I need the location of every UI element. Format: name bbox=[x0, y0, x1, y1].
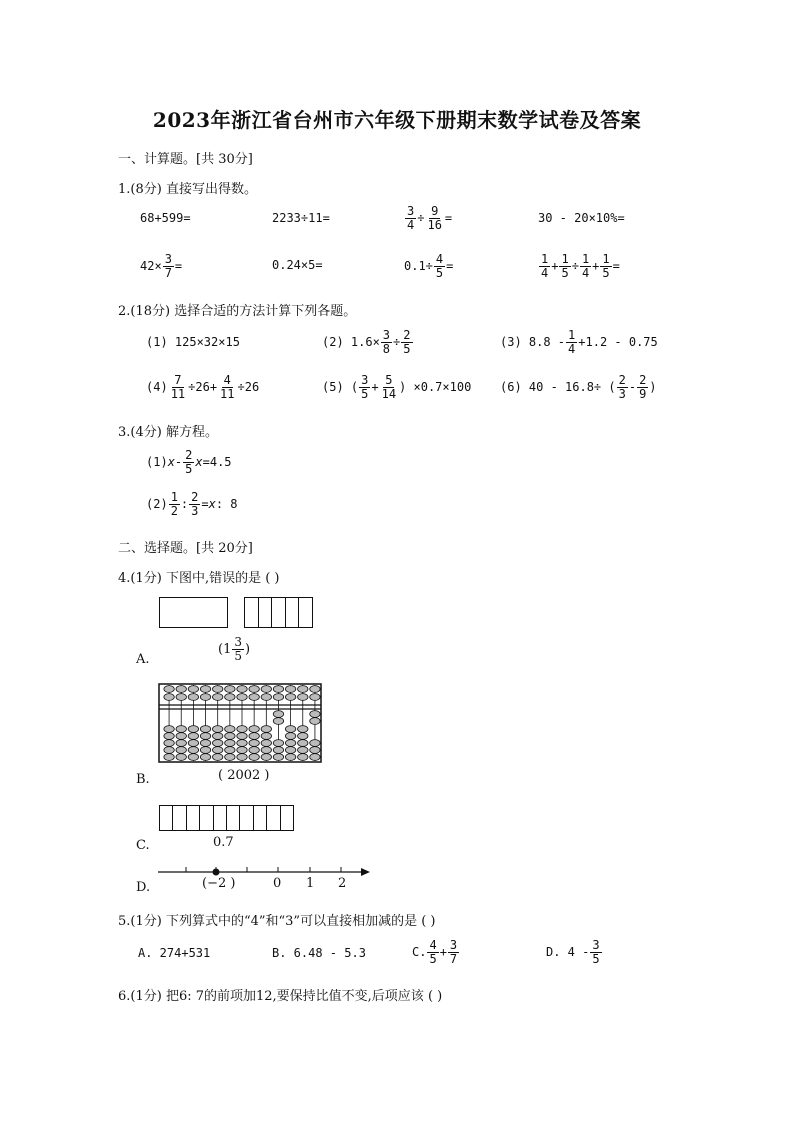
option-a-value: (1 $\frac{3}{5}$ ) bbox=[218, 635, 251, 663]
q2-part-1: (1) 125×32×15 bbox=[146, 335, 240, 349]
q1-item-e: 42× $\frac{3}{7}$ = bbox=[140, 252, 183, 280]
option-d-tick-1: 1 bbox=[306, 876, 315, 891]
question-1-stem: 1.(8分) 直接写出得数。 bbox=[118, 182, 257, 197]
question-6-stem: 6.(1分) 把6: 7的前项加12,要保持比值不变,后项应该 ( ) bbox=[118, 989, 443, 1004]
q2-part-4: (4) $\frac{7}{11}$ ÷26+ $\frac{4}{11}$ ÷26 bbox=[146, 373, 260, 401]
section-2-heading: 二、选择题。[共 20分] bbox=[118, 541, 253, 556]
option-a-fifths-rect bbox=[244, 597, 313, 628]
option-a-whole-rect bbox=[159, 597, 228, 628]
q1-item-c: $\frac{3}{4}$ ÷ $\frac{9}{16}$ = bbox=[407, 204, 453, 232]
option-d-tick-2: 2 bbox=[338, 876, 347, 891]
page-title: 2023年浙江省台州市六年级下册期末数学试卷及答案 bbox=[152, 108, 642, 132]
option-b-abacus bbox=[158, 683, 324, 765]
q5-option-b: B. 6.48 - 5.3 bbox=[272, 946, 366, 960]
question-3-stem: 3.(4分) 解方程。 bbox=[118, 425, 218, 440]
option-d-tick-0: 0 bbox=[273, 876, 282, 891]
q3-equation-1: (1) x - $\frac{2}{5}$ x =4.5 bbox=[146, 448, 232, 476]
q2-part-2: (2) 1.6× $\frac{3}{8}$ ÷ $\frac{2}{5}$ bbox=[322, 328, 411, 356]
question-4-stem: 4.(1分) 下图中,错误的是 ( ) bbox=[118, 571, 280, 586]
q5-option-c: C. $\frac{4}{5}$ + $\frac{3}{7}$ bbox=[412, 938, 458, 966]
option-c-value: 0.7 bbox=[213, 835, 234, 850]
q1-item-f: 0.24×5= bbox=[272, 258, 323, 272]
option-d-tick-neg2: (−2 ) bbox=[202, 876, 236, 891]
section-1-heading: 一、计算题。[共 30分] bbox=[118, 152, 253, 167]
q1-item-a: 68+599= bbox=[140, 211, 191, 225]
q3-equation-2: (2) $\frac{1}{2}$ : $\frac{2}{3}$ = x : 8 bbox=[146, 490, 238, 518]
option-a-label: A. bbox=[136, 652, 150, 667]
option-c-tenths-rect bbox=[159, 805, 294, 831]
q2-part-6: (6) 40 - 16.8÷ ( $\frac{2}{3}$ - $\frac{2}{9}$ ) bbox=[500, 373, 657, 401]
option-b-label: B. bbox=[136, 772, 150, 787]
q2-part-3: (3) 8.8 - $\frac{1}{4}$ +1.2 - 0.75 bbox=[500, 328, 658, 356]
option-c-label: C. bbox=[136, 838, 150, 853]
q2-part-5: (5) ( $\frac{3}{5}$ + $\frac{5}{14}$ ) ×0.7×100 bbox=[322, 373, 472, 401]
q5-option-a: A. 274+531 bbox=[138, 946, 211, 960]
q1-item-h: $\frac{1}{4}$ + $\frac{1}{5}$ ÷ $\frac{1}{4}$ + $\frac{1}{5}$ = bbox=[541, 252, 620, 280]
q1-item-b: 2233÷11= bbox=[272, 211, 330, 225]
option-b-value: ( 2002 ) bbox=[218, 768, 270, 783]
q1-item-d: 30 - 20×10%= bbox=[538, 211, 625, 225]
q1-item-g: 0.1÷ $\frac{4}{5}$ = bbox=[404, 252, 454, 280]
question-2-stem: 2.(18分) 选择合适的方法计算下列各题。 bbox=[118, 304, 357, 319]
q5-option-d: D. 4 - $\frac{3}{5}$ bbox=[546, 938, 600, 966]
option-d-label: D. bbox=[136, 880, 151, 895]
question-5-stem: 5.(1分) 下列算式中的“4”和“3”可以直接相加减的是 ( ) bbox=[118, 914, 436, 929]
